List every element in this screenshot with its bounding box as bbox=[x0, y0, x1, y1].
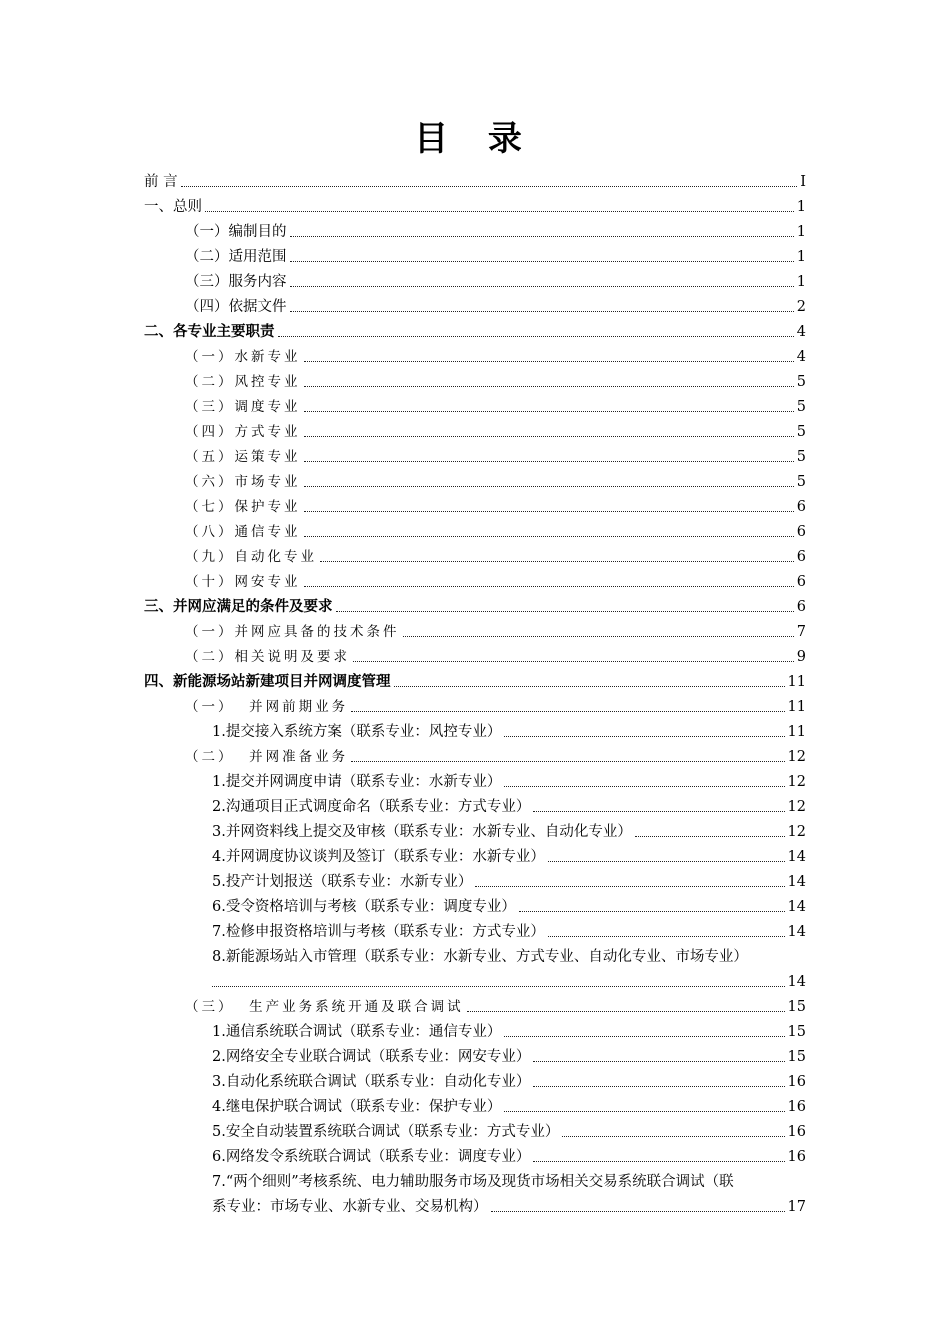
toc-entry-page: 16 bbox=[787, 1149, 806, 1165]
toc-entry-page: 5 bbox=[796, 374, 806, 390]
toc-entry-label: （一）并网应具备的技术条件 bbox=[185, 624, 400, 640]
dot-leader bbox=[504, 736, 784, 737]
toc-entry[interactable] bbox=[144, 591, 806, 616]
toc-entry[interactable] bbox=[185, 541, 806, 566]
dot-leader bbox=[548, 861, 785, 862]
toc-entry-label: 二、各专业主要职责 bbox=[144, 323, 275, 340]
toc-entry[interactable] bbox=[144, 191, 806, 216]
toc-entry-label: 前 言 bbox=[144, 174, 178, 190]
toc-entry-page: 1 bbox=[796, 274, 806, 290]
toc-entry[interactable] bbox=[144, 166, 806, 191]
dot-leader bbox=[304, 536, 794, 537]
dot-leader bbox=[475, 886, 784, 887]
toc-entry-label: 1.通信系统联合调试（联系专业：通信专业） bbox=[212, 1024, 502, 1040]
toc-entry-label: 1.提交接入系统方案（联系专业：风控专业） bbox=[212, 724, 502, 740]
toc-entry-page: 14 bbox=[787, 874, 806, 890]
toc-entry-label: 3.自动化系统联合调试（联系专业：自动化专业） bbox=[212, 1074, 531, 1090]
dot-leader bbox=[519, 911, 785, 912]
toc-entry[interactable] bbox=[212, 1141, 806, 1166]
dot-leader bbox=[467, 1011, 785, 1012]
toc-entry-page: 1 bbox=[796, 249, 806, 265]
toc-entry-label: 7.“两个细则”考核系统、电力辅助服务市场及现货市场相关交易系统联合调试（联 bbox=[212, 1174, 734, 1190]
toc-entry[interactable] bbox=[212, 866, 806, 891]
dot-leader bbox=[504, 1036, 784, 1037]
dot-leader bbox=[548, 936, 785, 937]
dot-leader bbox=[635, 836, 785, 837]
dot-leader bbox=[351, 711, 784, 712]
toc-entry[interactable] bbox=[185, 391, 806, 416]
toc-entry-wrapped-first-line[interactable] bbox=[212, 1166, 812, 1191]
dot-leader bbox=[290, 236, 794, 237]
toc-entry-label: 6.网络发令系统联合调试（联系专业：调度专业） bbox=[212, 1149, 531, 1165]
dot-leader bbox=[212, 986, 785, 987]
toc-entry-label: （三） 生产业务系统开通及联合调试 bbox=[185, 999, 464, 1015]
dot-leader bbox=[491, 1211, 785, 1212]
toc-entry-label: （九）自动化专业 bbox=[185, 549, 317, 565]
toc-entry-page: 11 bbox=[787, 674, 806, 690]
dot-leader bbox=[353, 661, 794, 662]
toc-entry[interactable] bbox=[212, 1066, 806, 1091]
dot-leader bbox=[304, 486, 794, 487]
toc-entry-label: 5.安全自动装置系统联合调试（联系专业：方式专业） bbox=[212, 1124, 560, 1140]
toc-entry-label: （一） 并网前期业务 bbox=[185, 699, 349, 715]
toc-entry-page: 14 bbox=[787, 974, 806, 990]
toc-entry-label: （十）网安专业 bbox=[185, 574, 301, 590]
toc-entry-page: 9 bbox=[796, 649, 806, 665]
toc-entry-page: 15 bbox=[787, 1049, 806, 1065]
toc-entry-label: （三）调度专业 bbox=[185, 399, 301, 415]
toc-entry-label: （二） 并网准备业务 bbox=[185, 749, 349, 765]
toc-entry[interactable] bbox=[212, 1091, 806, 1116]
toc-entry[interactable] bbox=[185, 366, 806, 391]
dot-leader bbox=[533, 811, 784, 812]
toc-entry-page: 17 bbox=[787, 1199, 806, 1215]
toc-entry-page: 12 bbox=[787, 749, 806, 765]
dot-leader bbox=[533, 1086, 784, 1087]
toc-entry-label: （二）相关说明及要求 bbox=[185, 649, 350, 665]
toc-entry[interactable] bbox=[212, 916, 806, 941]
toc-entry[interactable] bbox=[185, 341, 806, 366]
toc-entry[interactable] bbox=[185, 691, 806, 716]
toc-entry[interactable] bbox=[185, 991, 806, 1016]
toc-entry[interactable] bbox=[144, 666, 806, 691]
toc-entry[interactable] bbox=[185, 266, 806, 291]
toc-entry[interactable] bbox=[144, 316, 806, 341]
toc-entry-label: （二）适用范围 bbox=[185, 249, 287, 265]
toc-entry[interactable] bbox=[212, 1191, 806, 1216]
toc-entry[interactable] bbox=[185, 216, 806, 241]
toc-entry-page: 11 bbox=[787, 699, 806, 715]
toc-entry-page: 15 bbox=[787, 1024, 806, 1040]
toc-entry[interactable] bbox=[185, 291, 806, 316]
dot-leader bbox=[304, 586, 794, 587]
dot-leader bbox=[336, 611, 794, 612]
toc-entry-label: （一）水新专业 bbox=[185, 349, 301, 365]
dot-leader bbox=[304, 386, 794, 387]
dot-leader bbox=[562, 1136, 784, 1137]
toc-entry-page: 12 bbox=[787, 774, 806, 790]
toc-entry-page: 15 bbox=[787, 999, 806, 1015]
toc-entry-label: （五）运策专业 bbox=[185, 449, 301, 465]
dot-leader bbox=[304, 511, 794, 512]
toc-entry[interactable] bbox=[185, 241, 806, 266]
dot-leader bbox=[320, 561, 794, 562]
dot-leader bbox=[504, 1111, 784, 1112]
toc-entry-label: 一、总则 bbox=[144, 199, 202, 215]
toc-entry[interactable] bbox=[212, 816, 806, 841]
toc-entry-label: 三、并网应满足的条件及要求 bbox=[144, 598, 333, 615]
toc-entry[interactable] bbox=[212, 1016, 806, 1041]
toc-entry[interactable] bbox=[212, 891, 806, 916]
toc-entry-page: 5 bbox=[796, 449, 806, 465]
toc-entry[interactable] bbox=[212, 1041, 806, 1066]
toc-entry[interactable] bbox=[185, 441, 806, 466]
toc-entry[interactable] bbox=[185, 416, 806, 441]
dot-leader bbox=[278, 336, 794, 337]
toc-entry[interactable] bbox=[212, 966, 806, 991]
dot-leader bbox=[403, 636, 794, 637]
toc-entry-page: 12 bbox=[787, 799, 806, 815]
toc-entry[interactable] bbox=[185, 616, 806, 641]
toc-entry[interactable] bbox=[185, 741, 806, 766]
page-title: 目 录 bbox=[414, 119, 536, 159]
toc-entry-label: 4.继电保护联合调试（联系专业：保护专业） bbox=[212, 1099, 502, 1115]
toc-entry-label: （八）通信专业 bbox=[185, 524, 301, 540]
toc-entry-page: 6 bbox=[796, 524, 806, 540]
toc-entry-page: 4 bbox=[796, 349, 806, 365]
toc-entry-page: 16 bbox=[787, 1099, 806, 1115]
toc-entry-label: （二）风控专业 bbox=[185, 374, 301, 390]
toc-entry-page: 12 bbox=[787, 824, 806, 840]
toc-entry[interactable] bbox=[185, 466, 806, 491]
toc-entry[interactable] bbox=[212, 766, 806, 791]
toc-entry-label-continued: 系专业：市场专业、水新专业、交易机构） bbox=[212, 1199, 488, 1215]
dot-leader bbox=[290, 286, 794, 287]
toc-entry-label: 4.并网调度协议谈判及签订（联系专业：水新专业） bbox=[212, 849, 545, 865]
toc-entry-page: 6 bbox=[796, 599, 806, 615]
toc-entry-page: 1 bbox=[796, 224, 806, 240]
toc-entry-label: 7.检修申报资格培训与考核（联系专业：方式专业） bbox=[212, 924, 545, 940]
dot-leader bbox=[533, 1061, 784, 1062]
dot-leader bbox=[304, 436, 794, 437]
toc-entry-label: 四、新能源场站新建项目并网调度管理 bbox=[144, 673, 391, 690]
toc-entry-label: （三）服务内容 bbox=[185, 274, 287, 290]
toc-entry[interactable] bbox=[185, 566, 806, 591]
toc-entry[interactable] bbox=[185, 491, 806, 516]
toc-entry-page: 14 bbox=[787, 899, 806, 915]
toc-entry-label: 3.并网资料线上提交及审核（联系专业：水新专业、自动化专业） bbox=[212, 824, 632, 840]
dot-leader bbox=[351, 761, 784, 762]
toc-entry-page: I bbox=[800, 174, 806, 190]
dot-leader bbox=[304, 461, 794, 462]
toc-entry-label: （六）市场专业 bbox=[185, 474, 301, 490]
toc-entry-label: 5.投产计划报送（联系专业：水新专业） bbox=[212, 874, 473, 890]
toc-entry[interactable] bbox=[212, 1116, 806, 1141]
dot-leader bbox=[290, 261, 794, 262]
dot-leader bbox=[533, 1161, 784, 1162]
toc-entry-page: 1 bbox=[796, 199, 806, 215]
toc-entry-page: 14 bbox=[787, 849, 806, 865]
toc-entry-label: （四）依据文件 bbox=[185, 299, 287, 315]
dot-leader bbox=[304, 411, 794, 412]
dot-leader bbox=[181, 186, 798, 187]
toc-entry[interactable] bbox=[185, 516, 806, 541]
toc-entry-page: 2 bbox=[796, 299, 806, 315]
dot-leader bbox=[504, 786, 784, 787]
toc-entry-page: 6 bbox=[796, 499, 806, 515]
toc-entry-label: 2.沟通项目正式调度命名（联系专业：方式专业） bbox=[212, 799, 531, 815]
toc-entry-page: 16 bbox=[787, 1124, 806, 1140]
toc-entry[interactable] bbox=[185, 641, 806, 666]
toc-entry-page: 6 bbox=[796, 574, 806, 590]
toc-entry-page: 14 bbox=[787, 924, 806, 940]
toc-entry-label: 8.新能源场站入市管理（联系专业：水新专业、方式专业、自动化专业、市场专业） bbox=[212, 949, 748, 965]
dot-leader bbox=[205, 211, 794, 212]
toc-entry-page: 5 bbox=[796, 424, 806, 440]
toc-entry-label: 1.提交并网调度申请（联系专业：水新专业） bbox=[212, 774, 502, 790]
dot-leader bbox=[290, 311, 794, 312]
toc-entry-page: 7 bbox=[796, 624, 806, 640]
toc-entry-label: （一）编制目的 bbox=[185, 224, 287, 240]
toc-entry-label: 2.网络安全专业联合调试（联系专业：网安专业） bbox=[212, 1049, 531, 1065]
toc-entry-page: 5 bbox=[796, 399, 806, 415]
toc-entry-wrapped-first-line[interactable] bbox=[212, 941, 812, 966]
toc-entry[interactable] bbox=[212, 841, 806, 866]
toc-entry[interactable] bbox=[212, 716, 806, 741]
toc-entry-label: 6.受令资格培训与考核（联系专业：调度专业） bbox=[212, 899, 516, 915]
dot-leader bbox=[304, 361, 794, 362]
toc-entry-page: 4 bbox=[796, 324, 806, 340]
dot-leader bbox=[394, 686, 785, 687]
toc-entry-page: 6 bbox=[796, 549, 806, 565]
toc-entry-page: 5 bbox=[796, 474, 806, 490]
toc-entry-page: 16 bbox=[787, 1074, 806, 1090]
toc-entry-label: （四）方式专业 bbox=[185, 424, 301, 440]
toc-entry[interactable] bbox=[212, 791, 806, 816]
toc-entry-label: （七）保护专业 bbox=[185, 499, 301, 515]
toc-entry-page: 11 bbox=[787, 724, 806, 740]
